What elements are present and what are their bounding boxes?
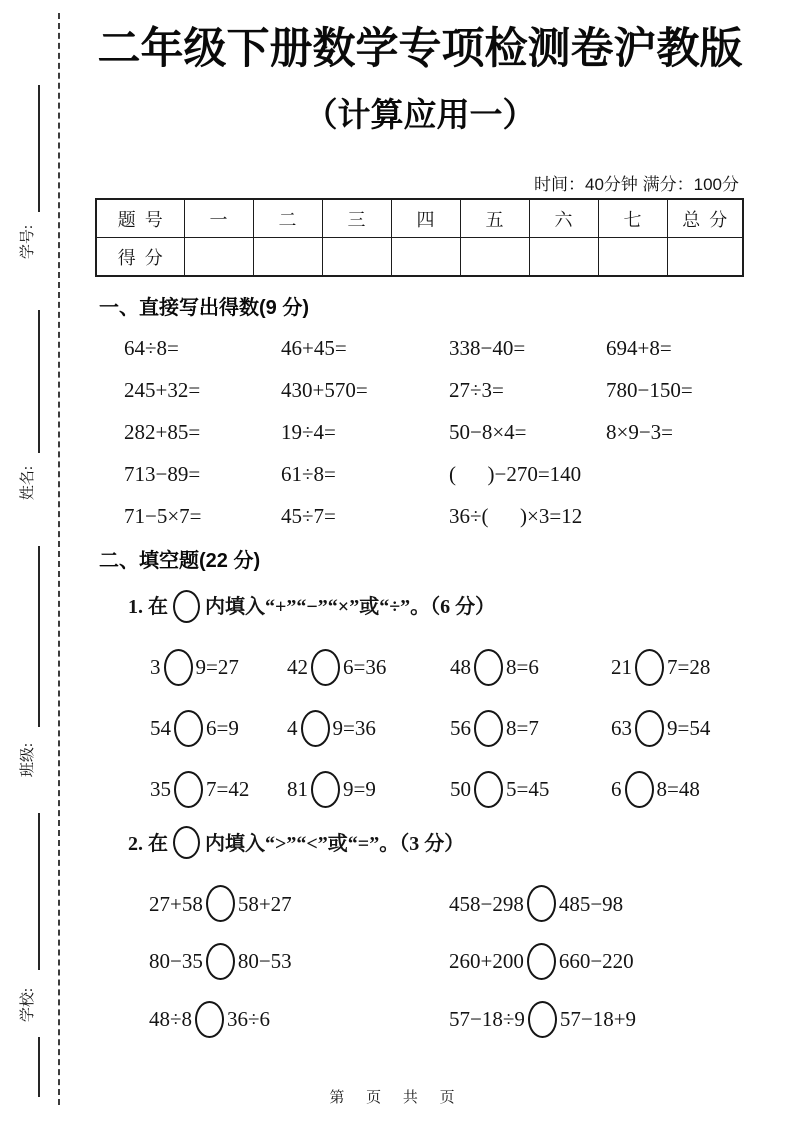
- problem-left: 260+200: [449, 949, 524, 974]
- class-label: 班级:: [20, 742, 36, 778]
- school-label: 学校:: [20, 987, 36, 1023]
- answer-blank-circle[interactable]: [206, 885, 235, 922]
- answer-blank-circle[interactable]: [527, 885, 556, 922]
- answer-blank-circle[interactable]: [635, 649, 664, 686]
- question-number-cell: 一: [184, 199, 253, 238]
- student-id-blank-line[interactable]: [38, 85, 40, 212]
- problem-left: 21: [611, 655, 632, 680]
- circle-problem: [150, 708, 287, 749]
- circle-problem: [287, 708, 450, 749]
- problem-right: 485−98: [558, 891, 624, 916]
- section-one-heading: 一、直接写出得数(9 分): [99, 297, 309, 320]
- math-problem: 282+85=: [124, 420, 201, 445]
- score-blank-cell[interactable]: [667, 238, 743, 277]
- problem-right: 7=42: [206, 776, 250, 801]
- answer-blank-circle[interactable]: [528, 1001, 557, 1038]
- problem-right: 58+27: [237, 891, 292, 916]
- math-problem: 46+45=: [281, 336, 347, 361]
- math-problem: 19÷4=: [281, 420, 336, 445]
- math-problem: 27÷3=: [449, 378, 504, 403]
- answer-blank-circle[interactable]: [174, 771, 203, 808]
- score-blank-cell[interactable]: [253, 238, 322, 277]
- comparison-problem: [449, 884, 745, 925]
- sub-question-1-prefix: 1. 在: [128, 596, 168, 619]
- sub-question-1-heading: [95, 589, 745, 625]
- problem-left: 3: [150, 655, 161, 680]
- circle-problem: [287, 769, 450, 810]
- score-blank-cell[interactable]: [529, 238, 598, 277]
- seal-dashed-line: [58, 13, 60, 1105]
- name-blank-line[interactable]: [38, 310, 40, 453]
- math-problem: 713−89=: [124, 462, 201, 487]
- math-problem: 71−5×7=: [124, 504, 202, 529]
- answer-blank-circle[interactable]: [635, 710, 664, 747]
- section-one-problems: [95, 334, 745, 530]
- problem-right: 8=7: [506, 716, 539, 741]
- problem-right: 6=36: [343, 655, 387, 680]
- problem-left: 81: [287, 776, 308, 801]
- problem-left: 48÷8: [149, 1006, 193, 1031]
- score-blank-cell[interactable]: [322, 238, 391, 277]
- circle-problem: [450, 769, 611, 810]
- math-problem: 245+32=: [124, 378, 201, 403]
- score-blank-cell[interactable]: [184, 238, 253, 277]
- name-label: 姓名:: [20, 465, 36, 501]
- answer-blank-circle[interactable]: [527, 943, 556, 980]
- answer-blank-circle[interactable]: [206, 943, 235, 980]
- problem-left: 54: [150, 716, 171, 741]
- sub-question-1-suffix: 内填入“+”“−”“×”或“÷”。（6 分）: [205, 596, 496, 619]
- problem-right: 9=36: [332, 716, 376, 741]
- math-problem: 45÷7=: [281, 504, 336, 529]
- problem-right: 9=27: [195, 655, 239, 680]
- total-score-header-cell: 总 分: [667, 199, 743, 238]
- math-problem: 61÷8=: [281, 462, 336, 487]
- problem-left: 4: [287, 716, 298, 741]
- comparison-problem: [149, 999, 449, 1040]
- answer-blank-circle[interactable]: [164, 649, 193, 686]
- problem-right: 80−53: [237, 949, 292, 974]
- circle-problem: [450, 708, 611, 749]
- math-problem: 50−8×4=: [449, 420, 527, 445]
- math-problem: 64÷8=: [124, 336, 179, 361]
- question-number-cell: 七: [598, 199, 667, 238]
- circle-problem: [611, 647, 745, 688]
- sub-question-2-prefix: 2. 在: [128, 832, 168, 855]
- problem-right: 9=9: [343, 776, 376, 801]
- problem-right: 8=6: [506, 655, 539, 680]
- paper-title: 二年级下册数学专项检测卷沪教版: [97, 25, 743, 73]
- circle-problem: [287, 647, 450, 688]
- problem-right: 9=54: [667, 716, 711, 741]
- answer-blank-circle[interactable]: [311, 649, 340, 686]
- section-two-heading: 二、填空题(22 分): [99, 550, 261, 573]
- problem-left: 48: [450, 655, 471, 680]
- score-blank-cell[interactable]: [598, 238, 667, 277]
- math-problem-with-blank[interactable]: ( )−270=140: [449, 462, 582, 487]
- score-table: [95, 198, 744, 277]
- question-number-cell: 四: [391, 199, 460, 238]
- math-problem: 780−150=: [606, 378, 693, 403]
- score-row-label-cell: 得 分: [96, 238, 184, 277]
- answer-blank-circle[interactable]: [311, 771, 340, 808]
- problem-left: 56: [450, 716, 471, 741]
- paper-body: [95, 0, 745, 1040]
- math-problem: 338−40=: [449, 336, 526, 361]
- score-blank-cell[interactable]: [391, 238, 460, 277]
- comparison-problem: [149, 941, 449, 982]
- instruction-circle-icon: [173, 590, 200, 623]
- circle-problem: [150, 769, 287, 810]
- score-table-corner-cell: 题 号: [96, 199, 184, 238]
- problem-right: 36÷6: [227, 1006, 271, 1031]
- problem-left: 27+58: [149, 891, 203, 916]
- score-blank-cell[interactable]: [460, 238, 529, 277]
- problem-left: 35: [150, 776, 171, 801]
- sub-question-2-heading: [95, 826, 745, 862]
- answer-blank-circle[interactable]: [474, 771, 503, 808]
- math-problem: 694+8=: [606, 336, 672, 361]
- problem-left: 63: [611, 716, 632, 741]
- answer-blank-circle[interactable]: [474, 649, 503, 686]
- circle-problem: [450, 647, 611, 688]
- problem-left: 50: [450, 776, 471, 801]
- question-number-cell: 六: [529, 199, 598, 238]
- math-problem: 8×9−3=: [606, 420, 674, 445]
- problem-right: 660−220: [558, 949, 634, 974]
- problem-right: 8=48: [656, 776, 700, 801]
- comparison-problem: [449, 999, 745, 1040]
- school-blank-line[interactable]: [38, 813, 40, 970]
- answer-blank-circle[interactable]: [301, 710, 330, 747]
- math-problem-with-blank[interactable]: 36÷( )×3=12: [449, 504, 583, 529]
- problem-right: 6=9: [206, 716, 239, 741]
- circle-problem: [150, 647, 287, 688]
- problem-left: 6: [611, 776, 622, 801]
- paper-subtitle: （计算应用一）: [304, 96, 536, 134]
- problem-left: 57−18÷9: [449, 1006, 525, 1031]
- circle-problem: [611, 769, 745, 810]
- comparison-problems: [95, 884, 745, 1040]
- class-blank-line[interactable]: [38, 546, 40, 727]
- problem-left: 80−35: [149, 949, 203, 974]
- question-number-cell: 二: [253, 199, 322, 238]
- circle-problem: [611, 708, 745, 749]
- problem-right: 7=28: [667, 655, 711, 680]
- answer-blank-circle[interactable]: [195, 1001, 224, 1038]
- instruction-circle-icon: [173, 826, 200, 859]
- answer-blank-circle[interactable]: [625, 771, 654, 808]
- problem-right: 57−18+9: [559, 1006, 637, 1031]
- page-footer: 第 页 共 页: [329, 1090, 464, 1106]
- problem-left: 42: [287, 655, 308, 680]
- problem-right: 5=45: [506, 776, 550, 801]
- answer-blank-circle[interactable]: [474, 710, 503, 747]
- answer-blank-circle[interactable]: [174, 710, 203, 747]
- student-id-label: 学号:: [20, 224, 36, 260]
- time-score-info: 时间：40分钟 满分：100分: [534, 175, 739, 195]
- operator-fill-problems: [95, 647, 745, 809]
- comparison-problem: [449, 941, 745, 982]
- math-problem: 430+570=: [281, 378, 368, 403]
- comparison-problem: [149, 884, 449, 925]
- sub-question-2-suffix: 内填入“>”“<”或“=”。（3 分）: [205, 832, 465, 855]
- question-number-cell: 三: [322, 199, 391, 238]
- question-number-cell: 五: [460, 199, 529, 238]
- problem-left: 458−298: [449, 891, 524, 916]
